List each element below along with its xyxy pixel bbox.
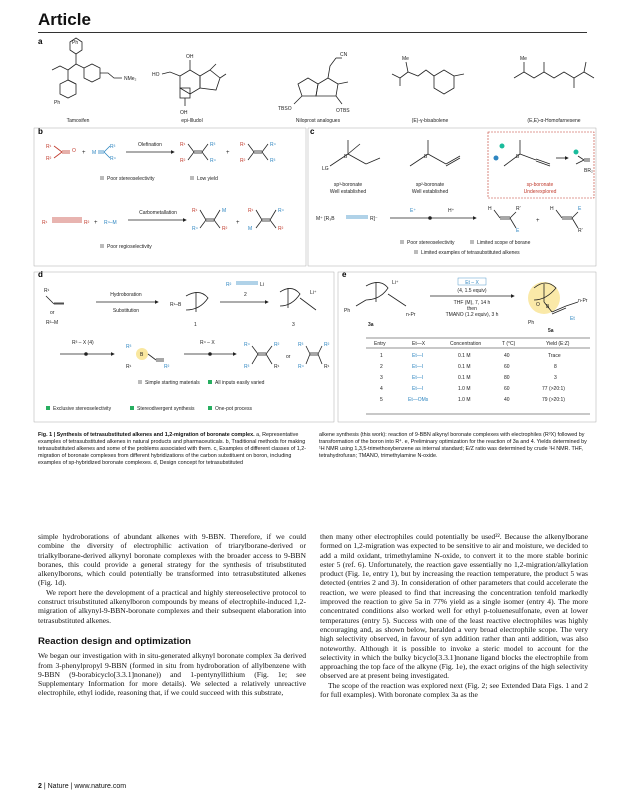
d-prod2-r2: R² [324,342,330,348]
d-prod2-r3: R³ [298,342,304,348]
b-note-poor-regioselectivity: Poor regioselectivity [107,244,152,250]
e-npr-sm: n-Pr [406,312,416,318]
e-b: B [546,304,550,310]
section-heading: Reaction design and optimization [38,635,191,647]
epi-illudol-structure [162,60,226,106]
compound-name-homofarnesene: (E,E)-α-Homofarnesene [527,118,581,124]
d-note-stereodivergent: Stereodivergent synthesis [137,406,195,412]
c-caption-sp2: sp²-boronate [415,182,445,188]
d-prod1-r1: R¹ [274,364,280,370]
panel-letter-e: e [342,270,347,279]
c-note-poor-stereo: Poor stereoselectivity [407,240,455,246]
e-cell-5-5: 79 (>20:1) [542,397,565,403]
c-lg: LG [322,166,329,172]
figure-caption [38,432,588,467]
e-cell-1-3: 0.1 M [458,353,471,359]
c-plus: + [536,218,540,224]
d-b: B [140,352,144,358]
b-m-1: M [92,150,97,156]
c-status-sp3: Well established [329,189,367,195]
d-r1b: R¹–B [170,302,182,308]
homofarnesene-structure [514,62,594,88]
d-num1: 1 [194,322,197,328]
b-cm-prod1-r2: R² [222,226,228,232]
d-li: Li [260,282,264,288]
tamoxifen-ph1: Ph [72,40,79,46]
b-prod2-r2: R² [240,158,246,164]
d-prod1-r4: R⁴ [244,342,250,348]
caption-text-2: alkene synthesis (this work): reaction of 9-BBN alkynyl boronate complexes with electrophiles (R³X) followed by transformation of the boron into R⁴. e, Preliminary optimization for the reaction of 3a and 4. Yields determined by ¹H NMR using 1,3,5-trimethoxybenzene as internal standard; E/Z ratio was determined by crude ¹H NMR. THF, tetrahydrofuran; TMANO, trimethylamine N-oxide. [319,432,587,459]
b-prod2-r1: R¹ [240,142,246,148]
panel-letter-d: d [38,270,43,279]
page-footer [38,783,126,790]
e-prod-label: 5a [548,328,554,334]
e-cell-1-5: Trace [548,353,561,359]
e-cell-5-1: 5 [380,397,383,403]
b-cm-prod1-m: M [222,208,227,214]
panel-e [338,272,596,422]
paragraph: then many other electrophiles could potentially be used²². Because the alkenylborane formed on 1,2-migration was expected to be sensitive to air and moisture, we decided to add a mild oxidant, trimethylamine N-oxide, to convert it to the more stable borinic ester 5 (ref. 6). Unfortunately, the reaction gave essentially no 1,2-migration/alkylation product (Fig. 1e, entry 1), but by increasing the reaction temperature, the product 5 was detected (entries 2 and 3). In consideration of other parameters that could accelerate the reaction, we were pleased to find that increasing the concentration tenfold markedly improved the reaction to give 5a in 77% yield as a single isomer (entry 4). The more concentrated conditions also worked well for ethyl p-toluenesulfonate, even at lower temperatures (entry 5). Success with one of the least reactive electrophiles was highly encouraging and, as shown below, heralded a very broad electrophile scope. The very high selectivity observed, in favour of syn addition rather than anti addition, was also noteworthy. Although it is possible to invoke a steric model to account for the selectivity in which the bulky bicyclo[3.3.1]nonane ligand blocks the electrophile from approaching the top face of the alkyne (Fig. 1e), the exact origins of the high selectivity observed are at present being investigated. [320,532,588,681]
illudol-oh-bottom: OH [180,110,188,116]
b-o: O [72,148,76,154]
d-prod2-r1: R¹ [324,364,330,370]
panel-a-labels [54,40,581,124]
d-r3x: R³ – X (4) [72,340,94,346]
niloprost-structure [294,58,348,104]
tamoxifen-structure [52,38,122,98]
c-status-sp2: Well established [411,189,449,195]
d-substitution: Substitution [112,308,140,314]
c-mb: M⁺ [R₃B [316,216,335,222]
c-h-plus: H⁺ [448,208,455,214]
compound-name-tamoxifen: Tamoxifen [66,118,90,124]
e-cond3: TMANO (1.2 equiv), 3 h [445,312,499,318]
b-note-low-yield: Low yield [197,176,218,182]
panel-c [308,128,596,266]
b-cm-prod2-r4: R⁴ [278,208,284,214]
b-r1: R¹ [46,144,52,150]
e-cell-5-4: 40 [504,397,510,403]
panel-letter-a: a [38,37,43,46]
d-or-1: or [50,310,55,316]
b-prod1-r2: R² [180,158,186,164]
compound-name-epi-illudol: epi-Illudol [181,118,203,124]
body-col-1 [38,532,306,699]
e-sm-label: 3a [368,322,374,328]
figure-1 [30,34,600,430]
e-cell-2-3: 0.1 M [458,364,471,370]
e-th-yield: Yield (E:Z) [546,341,570,347]
c-b-sp: B [516,154,520,160]
b-cm-prod1-r1: R¹ [192,208,198,214]
c-note-limited-examples: Limited examples of tetrasubstituted alkenes [421,250,520,256]
c-e-plus: E⁺ [410,208,416,214]
b-prod2-r4: R⁴ [270,142,276,148]
b-r2: R² [46,156,52,162]
b-plus-3: + [94,220,98,226]
e-cond2: then [467,306,477,312]
b-olefination-label: Olefination [138,142,162,148]
b-prod1-r4: R⁴ [210,158,216,164]
panel-a [52,38,594,106]
caption-text-1: a, Representative examples of tetrasubstituted alkenes in natural products and pharmaceuticals. b, Traditional methods for making tetrasubstituted alkenes and some of the problems associated with them. c, Examples of different classes of 1,2-migration of boronate complexes from different hybridizations of the carbon substituent on boron, including examples of sp-hybridized boronate complexes. d, Design concept for tetrasubstituted [38,432,307,466]
page-header-title: Article [38,10,91,29]
paragraph: simple hydroborations of abundant alkenes with 9-BBN. Therefore, if we could combine the diversity of electrophilic activation of triarylborane-derived or trialkylborane-derived alkynyl boronate complexes with the broader access to 9-BBN boranes, this could provide a general strategy for the synthesis of trisubstituted alkenylborons, which could potentially be transformed into tetrasubstituted alkenes (Fig. 1d). [38,532,306,588]
e-cell-2-5: 8 [554,364,557,370]
b-plus-2: + [226,150,230,156]
b-plus-1: + [82,150,86,156]
e-table-row-1 [380,353,561,359]
e-cell-4-3: 1.0 M [458,386,471,392]
d-r2-alkyne: R² [226,282,232,288]
footer-separator: | [70,783,75,790]
e-cell-2-4: 60 [504,364,510,370]
e-ph: Ph [344,308,351,314]
e-li: Li⁺ [392,280,399,286]
caption-lead: Fig. 1 | Synthesis of tetrasubstituted alkenes and 1,2-migration of boronate complex. [38,432,255,438]
d-r2m: R²–M [46,320,59,326]
b-r3: R³ [110,144,116,150]
e-table-row-2 [380,364,557,370]
b-prod1-r1: R¹ [180,142,186,148]
c-prod2-r: R′ [578,228,583,234]
d-li-plus: Li⁺ [310,290,317,296]
e-ph-prod: Ph [528,320,535,326]
e-cell-5-3: 1.0 M [458,397,471,403]
e-npr-prod: n-Pr [578,298,588,304]
paragraph: The scope of the reaction was explored next (Fig. 2; see Extended Data Figs. 1 and 2 for full examples). With boronate complex 3a as the [320,680,588,700]
e-th-etx: Et—X [412,341,426,347]
d-int-r1: R¹ [126,364,132,370]
d-num2: 2 [244,292,247,298]
e-et: Et [570,316,575,322]
page-number: 2 [38,783,42,790]
d-prod1-r3: R³ [244,364,250,370]
d-note-one-pot: One-pot process [215,406,252,412]
homofarnesene-me: Me [520,56,527,62]
e-table-row-3 [380,375,557,381]
d-note-exclusive: Exclusive stereoselectivity [53,406,112,412]
e-cell-3-5: 3 [554,375,557,381]
panel-letter-b: b [38,127,43,136]
body-col-2 [320,532,588,699]
niloprost-cn: CN [340,52,348,58]
b-r4: R⁴ [110,156,116,162]
c-prod1-h: H [488,206,492,212]
header-rule [38,32,587,33]
d-r1-top: R¹ [44,288,50,294]
bisabolene-me: Me [402,56,409,62]
b-note-poor-stereoselectivity: Poor stereoselectivity [107,176,155,182]
b-prod2-r3: R³ [270,158,276,164]
c-prod1-e: E [516,228,520,234]
d-prod1-r2: R² [274,342,280,348]
c-b-sp3: B [344,154,348,160]
e-cell-4-5: 77 (>20:1) [542,386,565,392]
illudol-oh-top: OH [186,54,194,60]
caption-col-2 [319,432,588,467]
e-cond1: THF (M), 7, 14 h [453,300,491,306]
paragraph: We report here the development of a practical and highly stereoselective protocol to construct trisubstituted alkenylboron compounds by means of electrophile-induced 1,2-migration of alkynyl-9-BBN-boronate complexes and their subsequent elaboration into tetrasubstituted alkenes. [38,587,306,625]
b-plus-4: + [236,220,240,226]
footer-url[interactable]: www.nature.com [74,783,127,790]
c-prod2-e: E [578,206,582,212]
e-o: O [536,302,540,308]
footer-journal: Nature [47,783,69,790]
d-r4x: R⁴ – X [200,340,215,346]
b-cm-prod2-r1: R¹ [248,208,254,214]
b-prod1-r3: R³ [210,142,216,148]
panel-letter-c: c [310,127,315,136]
e-cell-5-2: Et—OMs [408,397,429,403]
e-cell-2-2: Et—I [412,364,424,370]
d-int-r3: R³ [126,344,132,350]
e-cell-3-4: 80 [504,375,510,381]
b-cm-prod2-m: M [248,226,253,232]
compound-name-bisabolene: (E)-γ-bisabolene [411,118,449,124]
c-caption-sp3: sp³-boronate [333,182,363,188]
e-table-row-4 [380,386,565,392]
e-cell-4-2: Et—I [412,386,424,392]
e-th-temp: T (°C) [502,341,516,347]
e-cell-2-1: 2 [380,364,383,370]
tamoxifen-ph2: Ph [54,100,61,106]
d-int-r2: R² [164,364,170,370]
footer-separator: | [43,783,48,790]
e-equiv: (4, 1.5 equiv) [457,288,487,294]
d-hydroboration: Hydroboration [110,292,142,298]
niloprost-tbso: TBSO [278,106,292,112]
e-cell-1-1: 1 [380,353,383,359]
c-prod1-r: R′ [516,206,521,212]
c-br2: BR₂ [584,168,593,174]
e-cell-4-4: 60 [504,386,510,392]
caption-col-1 [38,432,307,467]
e-cell-4-1: 4 [380,386,383,392]
compound-name-niloprost: Niloprost analogues [295,118,341,124]
paragraph: We began our investigation with in situ-generated alkynyl boronate complex 3a derived from 3-phenylpropyl 9-BBN (formed in situ from hydroboration of allylbenzene with 9-BBN (9-borabicyclo[3.3.1]nonane)) and 1-pentynyllithium (Fig. 1e; see Supplementary Information for more details). We selected a relatively unreactive electrophile, ethyl iodide, reasoning that, if we could succeed with this substrate, [38,651,306,698]
b-alkyne-r2: R² [84,220,90,226]
c-note-limited-scope: Limited scope of borane [477,240,531,246]
panel-d [34,272,334,422]
e-table-row-5 [380,397,565,403]
b-carbometallation-label: Carbometallation [139,210,177,216]
body-text [38,532,588,699]
e-th-conc: Concentration [450,341,482,347]
panel-b [34,128,306,266]
c-r-end: R]⁻ [370,216,378,222]
c-status-sp: Underexplored [523,189,557,195]
b-cm-prod1-r4: R⁴ [192,226,198,232]
e-cell-3-2: Et—I [412,375,424,381]
d-note-inputs: All inputs easily varied [215,380,265,386]
d-num3: 3 [292,322,295,328]
b-alkyne-r1: R¹ [42,220,48,226]
c-prod2-h: H [550,206,554,212]
e-cell-3-1: 3 [380,375,383,381]
b-r4m: R⁴–M [104,220,117,226]
illudol-ho: HO [152,72,160,78]
c-b-sp2: B [424,154,428,160]
e-cell-1-4: 40 [504,353,510,359]
e-cell-1-2: Et—I [412,353,424,359]
d-or-2: or [286,354,291,360]
bisabolene-structure [392,62,464,94]
e-reagent: Et – X [465,280,479,286]
d-note-simple: Simple starting materials [145,380,200,386]
e-th-entry: Entry [374,341,386,347]
d-prod2-r4: R⁴ [298,364,304,370]
e-cell-3-3: 0.1 M [458,375,471,381]
c-caption-sp: sp-boronate [526,182,554,188]
tamoxifen-nme2: NMe₂ [124,76,137,82]
niloprost-otbs: OTBS [336,108,350,114]
b-cm-prod2-r2: R² [278,226,284,232]
